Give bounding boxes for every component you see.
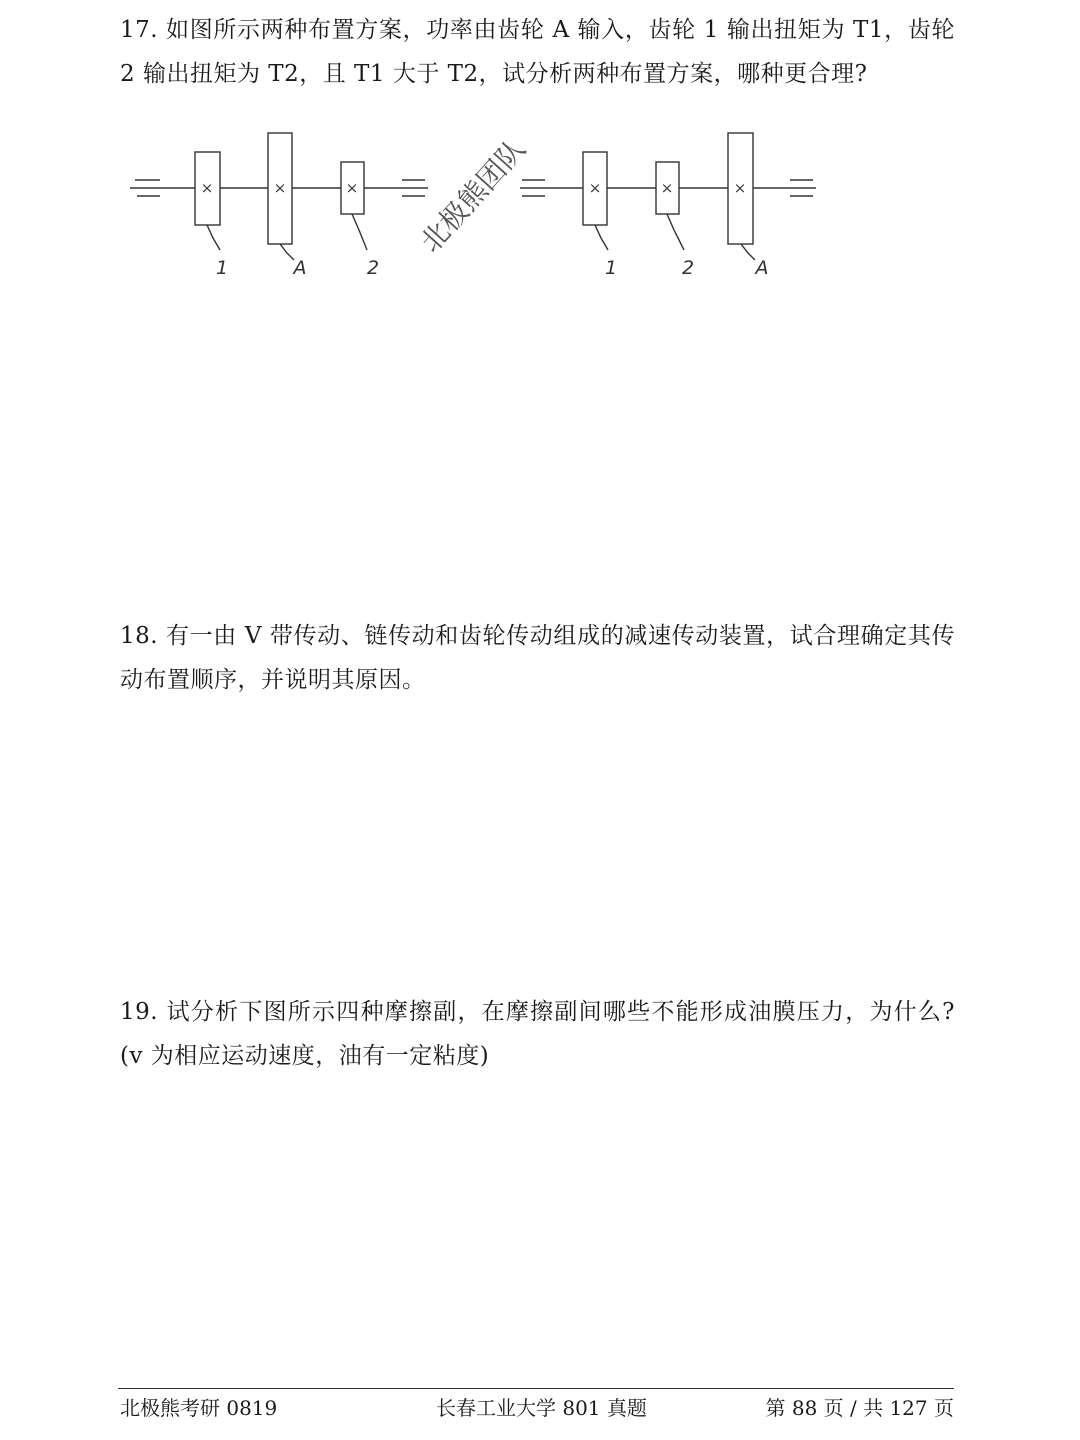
question-17: 17. 如图所示两种布置方案，功率由齿轮 A 输入，齿轮 1 输出扭矩为 T1，齿轮 2 输出扭矩为 T2，且 T1 大于 T2，试分析两种布置方案，哪种更合理? (120, 17, 955, 87)
footer-left: 北极熊考研 0819 (120, 1396, 278, 1420)
watermark: 北极熊团队 (413, 132, 533, 259)
label-1-left: 1 (215, 257, 229, 279)
label-A-left: A (293, 257, 307, 279)
gear-mark: × (200, 179, 214, 197)
label-2-right: 2 (681, 257, 695, 279)
gear-mark: × (345, 179, 359, 197)
label-1-right: 1 (604, 257, 618, 279)
question-19: 19. 试分析下图所示四种摩擦副，在摩擦副间哪些不能形成油膜压力，为什么? (v 为相应运动速度，油有一定粘度) (120, 999, 955, 1069)
footer-divider (118, 1388, 954, 1389)
gear-mark: × (588, 179, 602, 197)
leader-A-left (280, 244, 294, 260)
gear-mark: × (733, 179, 747, 197)
leader-A-right (741, 244, 755, 260)
leader-2-right (667, 214, 684, 250)
question-18: 18. 有一由 V 带传动、链传动和齿轮传动组成的减速传动装置，试合理确定其传动布置顺序，并说明其原因。 (120, 623, 955, 693)
leader-2-left (352, 214, 367, 250)
gear-mark: × (273, 179, 287, 197)
label-2-left: 2 (366, 257, 380, 279)
gear-mark: × (660, 179, 674, 197)
leader-1-left (207, 225, 220, 250)
footer-center: 长春工业大学 801 真题 (436, 1396, 647, 1420)
gear-layout-diagram (0, 0, 1080, 300)
leader-1-right (595, 225, 608, 250)
label-A-right: A (755, 257, 769, 279)
footer-page-number: 第 88 页 / 共 127 页 (765, 1396, 954, 1420)
